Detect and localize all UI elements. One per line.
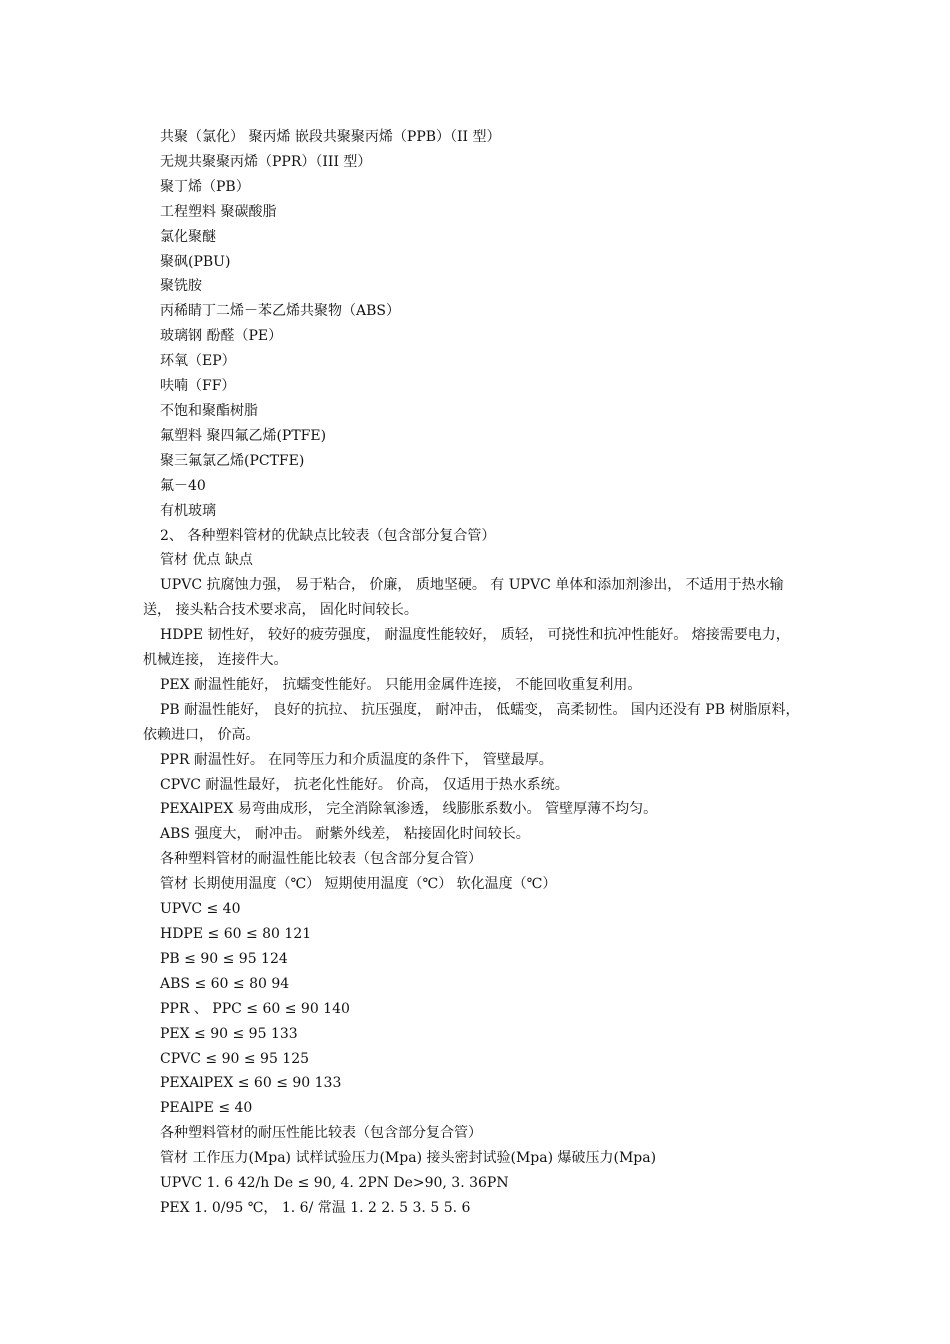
comparison-paragraph: CPVC 耐温性最好， 抗老化性能好。 价高， 仅适用于热水系统。: [160, 776, 569, 793]
text-line: 氯化聚醚: [160, 228, 216, 245]
comparison-paragraph: PPR 耐温性好。 在同等压力和介质温度的条件下， 管壁最厚。: [160, 751, 553, 768]
comparison-paragraph: ABS 强度大， 耐冲击。 耐紫外线差， 粘接固化时间较长。: [160, 826, 530, 843]
comparison-paragraph: UPVC 抗腐蚀力强， 易于粘合， 价廉， 质地坚硬。 有 UPVC 单体和添加剂渗出， 不适用于热水输送， 接头粘合技术要求高， 固化时间较长。: [143, 577, 784, 619]
table-row: PEXAlPEX ≤ 60 ≤ 90 133: [160, 1075, 342, 1092]
table-row: PPR 、 PPC ≤ 60 ≤ 90 140: [160, 1000, 350, 1017]
text-line: 氟塑料 聚四氟乙烯(PTFE): [160, 427, 327, 444]
comparison-paragraph: HDPE 韧性好， 较好的疲劳强度， 耐温度性能较好， 质轻， 可挠性和抗冲性能好。 熔接需要电力， 机械连接， 连接件大。: [143, 627, 795, 669]
table-row: PEX ≤ 90 ≤ 95 133: [160, 1025, 298, 1042]
table-row: ABS ≤ 60 ≤ 80 94: [160, 975, 290, 992]
document-body: [143, 125, 808, 1221]
text-line: 环氧（EP）: [160, 353, 236, 370]
text-line: 玻璃钢 酚醛（PE）: [160, 328, 283, 345]
text-line: 聚砜(PBU): [160, 253, 231, 270]
section-heading: 各种塑料管材的耐温性能比较表（包含部分复合管）: [160, 851, 482, 868]
table-row: PEX 1. 0/95 ℃， 1. 6/ 常温 1. 2 2. 5 3. 5 5. 6: [160, 1199, 471, 1216]
table-row: PEAlPE ≤ 40: [160, 1100, 253, 1117]
text-line: 聚三氟氯乙烯(PCTFE): [160, 452, 305, 469]
text-line: 无规共聚聚丙烯（PPR）（III 型）: [160, 153, 372, 170]
text-line: 工程塑料 聚碳酸脂: [160, 203, 277, 220]
table-row: CPVC ≤ 90 ≤ 95 125: [160, 1050, 310, 1067]
text-line: 聚丁烯（PB）: [160, 178, 250, 195]
table-row: HDPE ≤ 60 ≤ 80 121: [160, 926, 312, 942]
table-header: 管材 优点 缺点: [160, 552, 253, 569]
section-heading: 各种塑料管材的耐压性能比较表（包含部分复合管）: [160, 1125, 482, 1142]
text-line: 氟－40: [160, 477, 206, 494]
text-line: 共聚（氯化） 聚丙烯 嵌段共聚聚丙烯（PPB）（II 型）: [160, 129, 501, 145]
table-row: UPVC 1. 6 42/h De ≤ 90, 4. 2PN De>90, 3. 36PN: [160, 1175, 509, 1192]
text-line: 有机玻璃: [160, 502, 216, 519]
table-row: UPVC ≤ 40: [160, 901, 241, 918]
text-line: 丙稀睛丁二烯－苯乙烯共聚物（ABS）: [160, 303, 400, 320]
section-heading: 2、 各种塑料管材的优缺点比较表（包含部分复合管）: [160, 527, 496, 544]
text-line: 不饱和聚酯树脂: [160, 402, 258, 419]
comparison-paragraph: PB 耐温性能好， 良好的抗拉、 抗压强度， 耐冲击， 低蠕变， 高柔韧性。 国内还没有 PB 树脂原料， 依赖进口， 价高。: [143, 701, 804, 743]
comparison-paragraph: PEXAlPEX 易弯曲成形， 完全消除氧渗透， 线膨胀系数小。 管壁厚薄不均匀。: [160, 801, 658, 818]
text-line: 聚铣胺: [160, 278, 202, 295]
table-row: PB ≤ 90 ≤ 95 124: [160, 950, 288, 967]
table-header: 管材 工作压力(Mpa) 试样试验压力(Mpa) 接头密封试验(Mpa) 爆破压力(Mpa): [160, 1150, 657, 1167]
text-line: 呋喃（FF）: [160, 378, 236, 395]
comparison-paragraph: PEX 耐温性能好， 抗蠕变性能好。 只能用金属件连接， 不能回收重复利用。: [160, 676, 642, 693]
table-header: 管材 长期使用温度（℃） 短期使用温度（℃） 软化温度（℃）: [160, 876, 557, 893]
